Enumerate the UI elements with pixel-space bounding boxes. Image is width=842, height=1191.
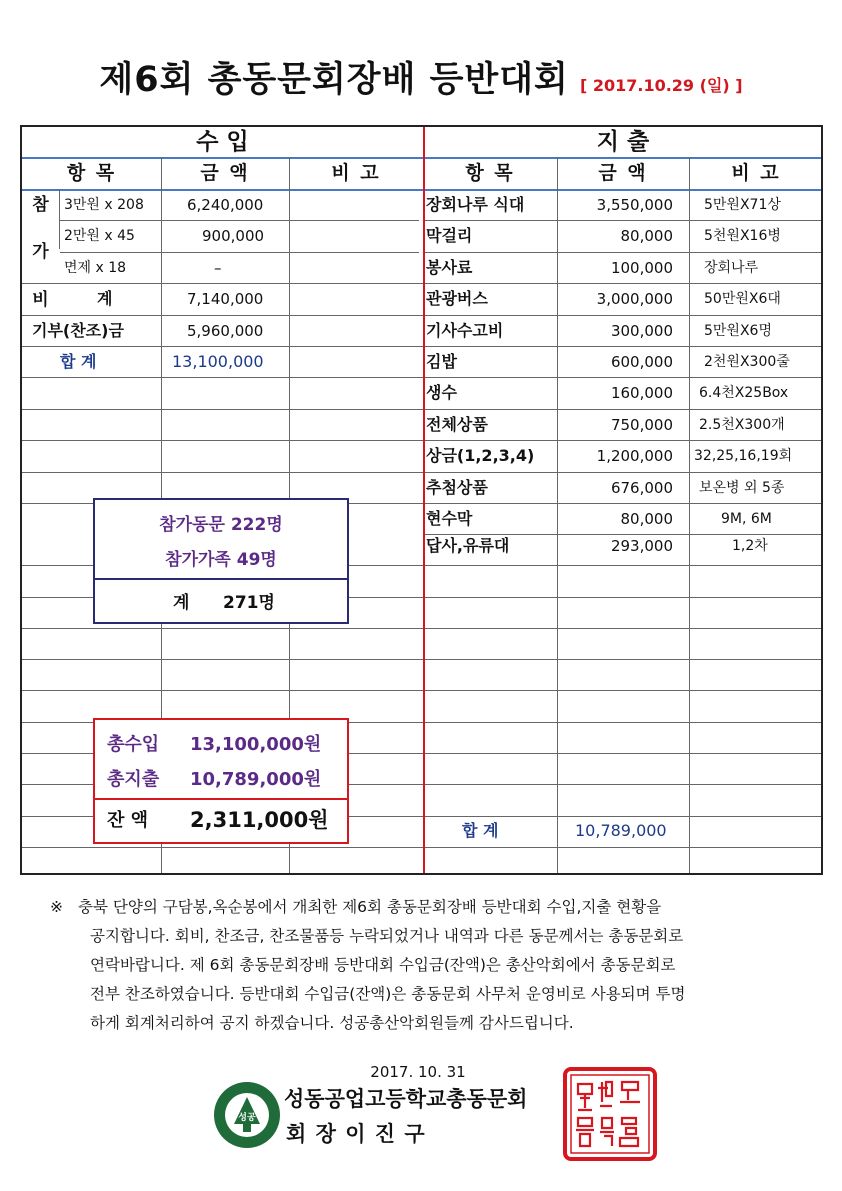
expense-item-header: 항 목	[465, 162, 515, 184]
income-item: 2만원 x 45	[64, 228, 135, 244]
notice-line: 공지합니다. 회비, 찬조금, 찬조물품등 누락되었거나 내역과 다른 동문께서는 총동문회로	[90, 927, 684, 945]
expense-note: 2천원X300줄	[704, 354, 790, 370]
expense-item: 생수	[426, 383, 457, 402]
event-title: 제6회 총동문회장배 등반대회	[99, 60, 569, 100]
income-total-amount: 13,100,000	[172, 352, 264, 371]
income-amount: –	[214, 259, 222, 277]
expense-note: 장회나루	[704, 260, 759, 276]
income-amount: 6,240,000	[187, 196, 264, 214]
grid-line	[22, 659, 821, 660]
expense-note: 32,25,16,19회	[694, 448, 793, 464]
event-date: [ 2017.10.29 (일) ]	[579, 76, 743, 95]
expense-total-amount: 10,789,000	[575, 821, 667, 840]
expense-item: 봉사료	[426, 258, 473, 277]
box-divider	[95, 578, 347, 580]
expense-item: 관광버스	[426, 289, 488, 308]
expense-item: 상금(1,2,3,4)	[426, 446, 535, 465]
grid-line	[22, 346, 821, 347]
notice-line: 충북 단양의 구담봉,옥순봉에서 개최한 제6회 총동문회장배 등반대회 수입,지출 현황을	[78, 898, 662, 916]
expense-amount: 3,550,000	[596, 196, 673, 214]
box-divider	[95, 798, 347, 800]
notice-paragraph	[50, 893, 800, 1038]
participants-total-value: 271명	[223, 593, 275, 613]
expense-note: 2.5천X300개	[699, 417, 785, 433]
expense-item: 현수막	[426, 509, 473, 528]
participants-box	[93, 498, 349, 624]
school-emblem-icon	[212, 1080, 282, 1150]
expense-note: 50만원X6대	[704, 291, 781, 307]
section-divider	[423, 127, 425, 873]
family-count: 참가가족 49명	[165, 550, 277, 570]
alumni-count: 참가동문 222명	[159, 515, 283, 535]
expense-amount: 1,200,000	[596, 447, 673, 465]
balance-value: 2,311,000원	[190, 808, 329, 832]
income-amount: 900,000	[202, 227, 265, 245]
grid-line	[22, 283, 821, 284]
expense-item: 추첨상품	[426, 478, 488, 497]
grid-line	[22, 690, 821, 691]
total-income-value: 13,100,000원	[190, 734, 322, 755]
page-title	[0, 52, 842, 102]
income-total-label: 합 계	[60, 352, 97, 371]
organization-name: 성동공업고등학교총동문회	[284, 1087, 528, 1111]
expense-note: 6.4천X25Box	[699, 385, 789, 401]
expense-amount: 300,000	[610, 322, 673, 340]
expense-amount: 293,000	[610, 537, 673, 555]
expense-note: 9M, 6M	[721, 511, 772, 527]
income-group-label: 참	[32, 195, 49, 215]
expense-item: 기사수고비	[426, 321, 504, 340]
income-amount: 5,960,000	[187, 322, 264, 340]
total-expense-value: 10,789,000원	[190, 769, 322, 790]
issue-date: 2017. 10. 31	[370, 1063, 466, 1081]
official-seal-icon	[562, 1066, 658, 1162]
total-income-label: 총수입	[107, 734, 160, 755]
reference-mark: ※	[50, 898, 63, 916]
expense-item: 전체상품	[426, 415, 488, 434]
expense-amount: 3,000,000	[596, 290, 673, 308]
expense-item: 막걸리	[426, 226, 473, 245]
income-amount-header: 금 액	[200, 162, 250, 184]
expense-total-label: 합 계	[462, 821, 499, 840]
grid-line	[59, 189, 60, 249]
expense-amount: 80,000	[620, 510, 673, 528]
grid-line	[689, 157, 690, 873]
expense-note: 5만원X71상	[704, 197, 781, 213]
grid-line	[22, 315, 821, 316]
income-item: 면제 x 18	[64, 260, 127, 276]
income-group-label: 비	[32, 290, 49, 310]
expense-note-header: 비 고	[731, 162, 781, 184]
president-name: 회 장 이 진 구	[286, 1122, 426, 1146]
expense-amount: 750,000	[610, 416, 673, 434]
expense-note: 1,2차	[732, 538, 768, 554]
emblem-text: 성공	[238, 1113, 256, 1123]
expense-amount: 80,000	[620, 227, 673, 245]
grid-line	[22, 628, 821, 629]
expense-item: 장회나루 식대	[426, 195, 525, 214]
expense-amount: 600,000	[610, 353, 673, 371]
expense-amount: 160,000	[610, 384, 673, 402]
income-item-header: 항 목	[66, 162, 117, 184]
notice-line: 연락바랍니다. 제 6회 총동문회장배 등반대회 수입금(잔액)은 총산악회에서 총동문회로	[90, 956, 676, 974]
total-expense-label: 총지출	[107, 769, 160, 790]
expense-note: 보온병 외 5종	[699, 480, 785, 496]
income-item: 기부(찬조)금	[32, 321, 124, 340]
income-amount: 7,140,000	[187, 290, 264, 308]
expense-section-title: 지 출	[596, 129, 650, 155]
notice-line: 하게 회계처리하여 공지 하겠습니다. 성공총산악회원들께 감사드립니다.	[90, 1014, 574, 1032]
participants-total-label: 계	[173, 593, 190, 613]
expense-amount-header: 금 액	[598, 162, 648, 184]
income-section-title: 수 입	[196, 129, 249, 155]
summary-box	[93, 718, 349, 844]
grid-line	[22, 847, 821, 848]
notice-line: 전부 찬조하였습니다. 등반대회 수입금(잔액)은 총동문회 사무처 운영비로 사용되며 투명	[90, 985, 686, 1003]
expense-item: 김밥	[426, 352, 457, 371]
expense-note: 5천원X16병	[704, 228, 781, 244]
income-item: 3만원 x 208	[64, 197, 144, 213]
balance-label: 잔 액	[107, 810, 149, 831]
expense-amount: 100,000	[610, 259, 673, 277]
income-note-header: 비 고	[331, 162, 381, 184]
expense-item: 답사,유류대	[426, 536, 510, 555]
income-group-label: 가	[32, 242, 49, 262]
income-subtotal-label: 계	[97, 289, 113, 308]
expense-amount: 676,000	[610, 479, 673, 497]
expense-note: 5만원X6명	[704, 323, 772, 339]
